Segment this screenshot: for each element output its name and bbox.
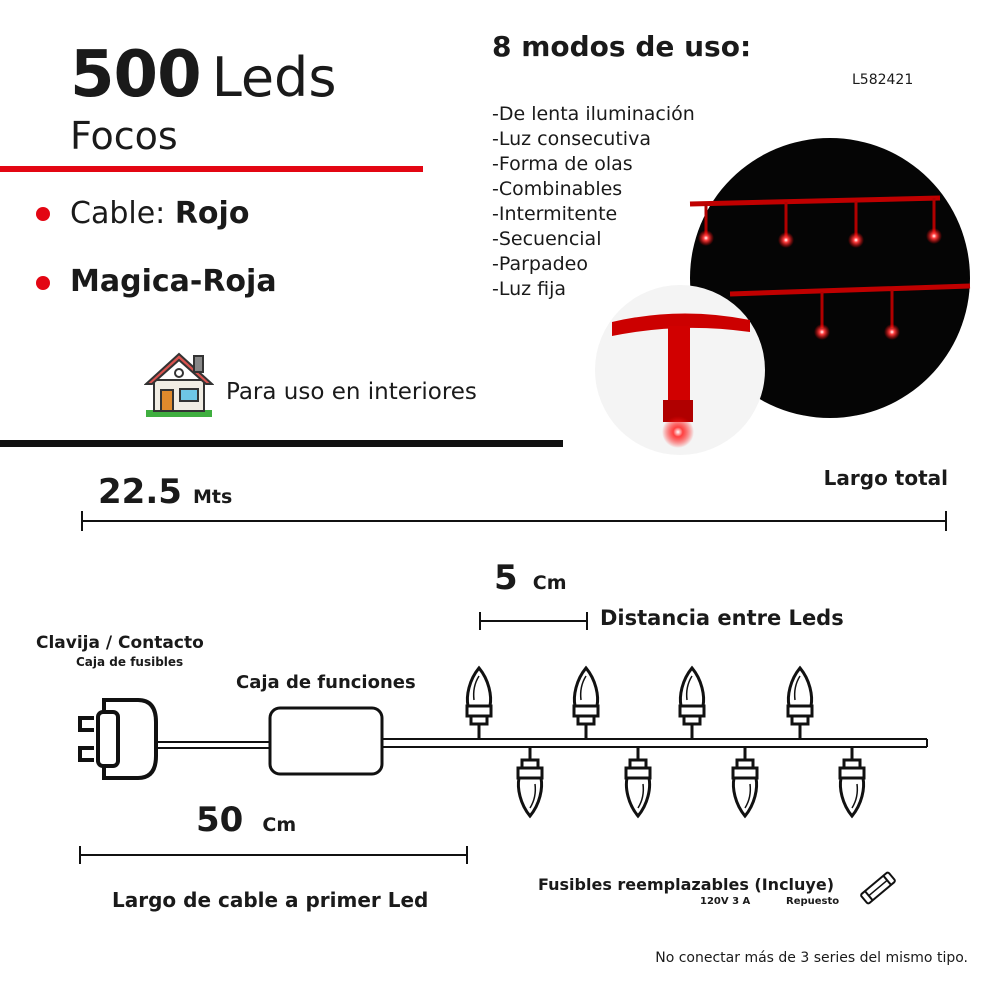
cable-label: Cable:: [70, 196, 166, 231]
total-length-measure: [98, 472, 232, 512]
control-box-icon: [270, 708, 382, 774]
product-code: L582421: [852, 72, 914, 88]
house-icon: [144, 350, 214, 418]
mode-item: -Secuencial: [492, 228, 602, 250]
led-bulb-icon: [518, 747, 542, 816]
mode-item: -Combinables: [492, 178, 623, 200]
fuses-spare: Repuesto: [786, 896, 840, 907]
control-box-label: Caja de funciones: [236, 672, 416, 693]
effect-spec: Magica-Roja: [70, 264, 277, 299]
cable-spec: [70, 196, 249, 231]
led-bulb-icon: [788, 668, 812, 740]
lead-cable-measure: [196, 800, 296, 840]
modes-title: 8 modos de uso:: [492, 30, 752, 63]
total-length-unit: Mts: [192, 486, 233, 508]
spacing-measure: [494, 558, 567, 598]
led-bulb-icon: [840, 747, 864, 816]
bullet-icon: [36, 207, 50, 221]
product-subtitle: Focos: [70, 114, 178, 158]
led-bulb-icon: [574, 668, 598, 740]
mode-item: -Luz consecutiva: [492, 128, 651, 150]
footer-warning: No conectar más de 3 series del mismo tipo.: [655, 950, 968, 966]
plug-subtitle: Caja de fusibles: [76, 655, 184, 669]
mode-item: -De lenta iluminación: [492, 103, 695, 125]
fuses-rating: 120V 3 A: [700, 896, 751, 907]
section-divider: [0, 440, 563, 447]
led-bulb-icon: [680, 668, 704, 740]
lead-cable-label: Largo de cable a primer Led: [112, 888, 429, 912]
fuse-icon: [860, 872, 895, 904]
total-length-label: Largo total: [823, 466, 948, 490]
spacing-value: 5: [494, 558, 518, 598]
spacing-label: Distancia entre Leds: [600, 606, 844, 630]
mode-item: -Forma de olas: [492, 153, 633, 175]
lead-cable-unit: Cm: [262, 814, 297, 836]
led-bulb-icon: [733, 747, 757, 816]
mode-item: -Luz fija: [492, 278, 567, 300]
led-bulb-icon: [626, 747, 650, 816]
mode-item: -Parpadeo: [492, 253, 588, 275]
plug-title: Clavija / Contacto: [36, 633, 204, 653]
fuses-label: Fusibles reemplazables (Incluye): [538, 875, 835, 894]
product-photo: [590, 138, 990, 468]
mode-item: -Intermitente: [492, 203, 618, 225]
plug-icon: [80, 700, 156, 778]
cable-value: Rojo: [174, 196, 250, 231]
usage-text: Para uso en interiores: [226, 379, 477, 405]
led-unit: Leds: [211, 46, 337, 109]
accent-divider: [0, 166, 423, 172]
bullet-icon: [36, 276, 50, 290]
lead-cable-value: 50: [196, 800, 244, 840]
total-length-value: 22.5: [98, 472, 182, 512]
led-bulb-icon: [467, 668, 491, 740]
spacing-unit: Cm: [532, 572, 567, 594]
led-count: 500: [70, 38, 201, 112]
product-title: [70, 38, 336, 112]
